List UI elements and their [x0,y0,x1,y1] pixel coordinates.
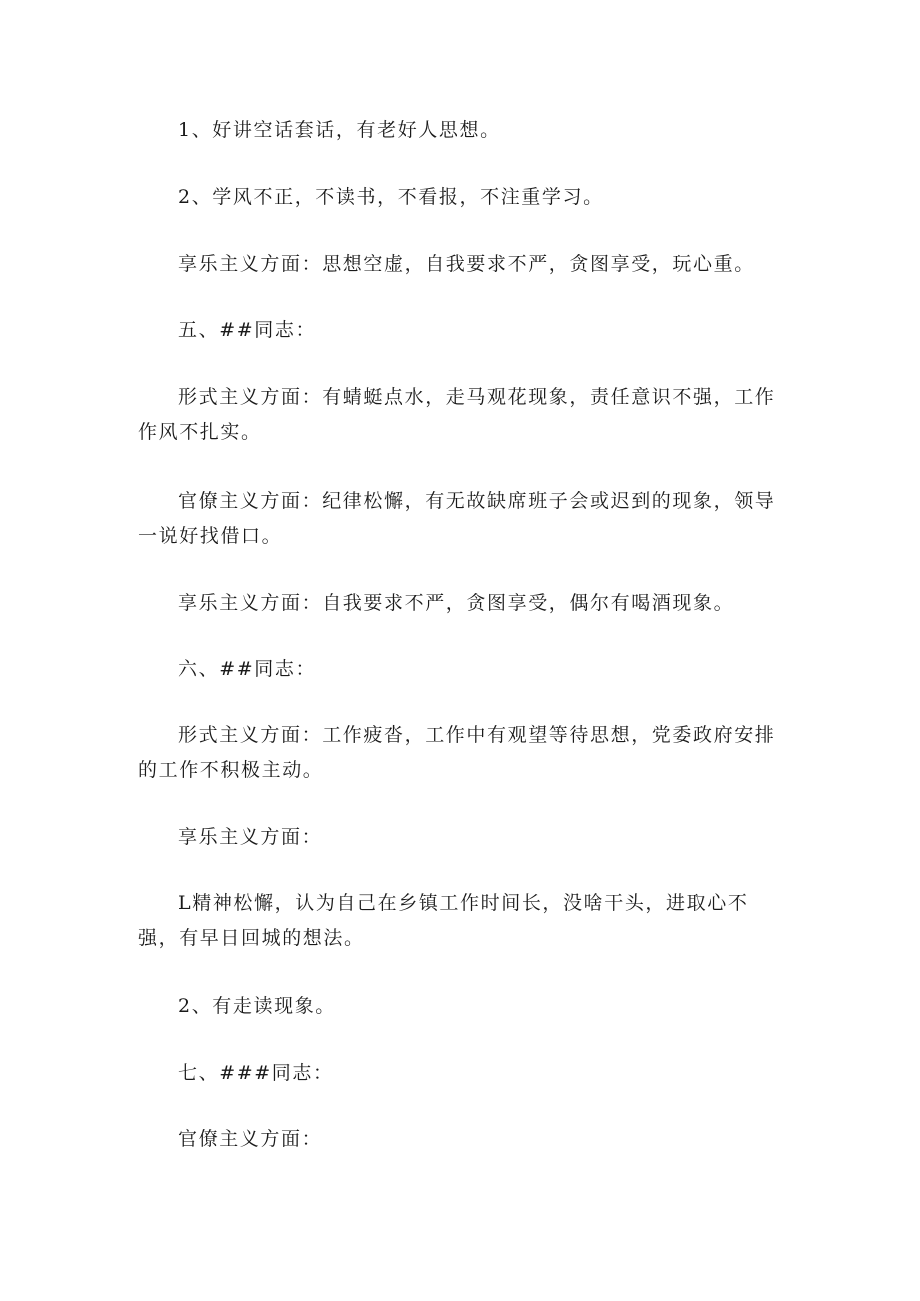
paragraph-hedonism-2: 享乐主义方面：自我要求不严，贪图享受，偶尔有喝酒现象。 [178,592,735,614]
section-heading-5: 五、##同志： [178,319,317,341]
section-heading-7: 七、###同志： [178,1062,334,1084]
paragraph-hedonism-3-heading: 享乐主义方面： [178,826,323,848]
paragraph-bureaucracy-2-heading: 官僚主义方面： [178,1128,323,1150]
paragraph-item-2: 2、学风不正，不读书，不看报，不注重学习。 [178,186,604,208]
paragraph-item-1: 1、好讲空话套话，有老好人思想。 [178,119,501,141]
paragraph-hedonism-1: 享乐主义方面：思想空虚，自我要求不严，贪图享受，玩心重。 [178,253,755,275]
section-heading-6: 六、##同志： [178,658,317,680]
paragraph-formalism-1: 形式主义方面：有蜻蜓点水，走马观花现象，责任意识不强，工作作风不扎实。 [138,386,776,443]
paragraph-hedonism-3-item-1: L精神松懈，认为自己在乡镇工作时间长，没啥干头，进取心不强，有早日回城的想法。 [138,892,749,949]
paragraph-bureaucracy-1: 官僚主义方面：纪律松懈，有无故缺席班子会或迟到的现象，领导一说好找借口。 [138,490,776,547]
paragraph-hedonism-3-item-2: 2、有走读现象。 [178,995,336,1017]
paragraph-formalism-2: 形式主义方面：工作疲沓，工作中有观望等待思想，党委政府安排的工作不积极主动。 [138,724,776,781]
